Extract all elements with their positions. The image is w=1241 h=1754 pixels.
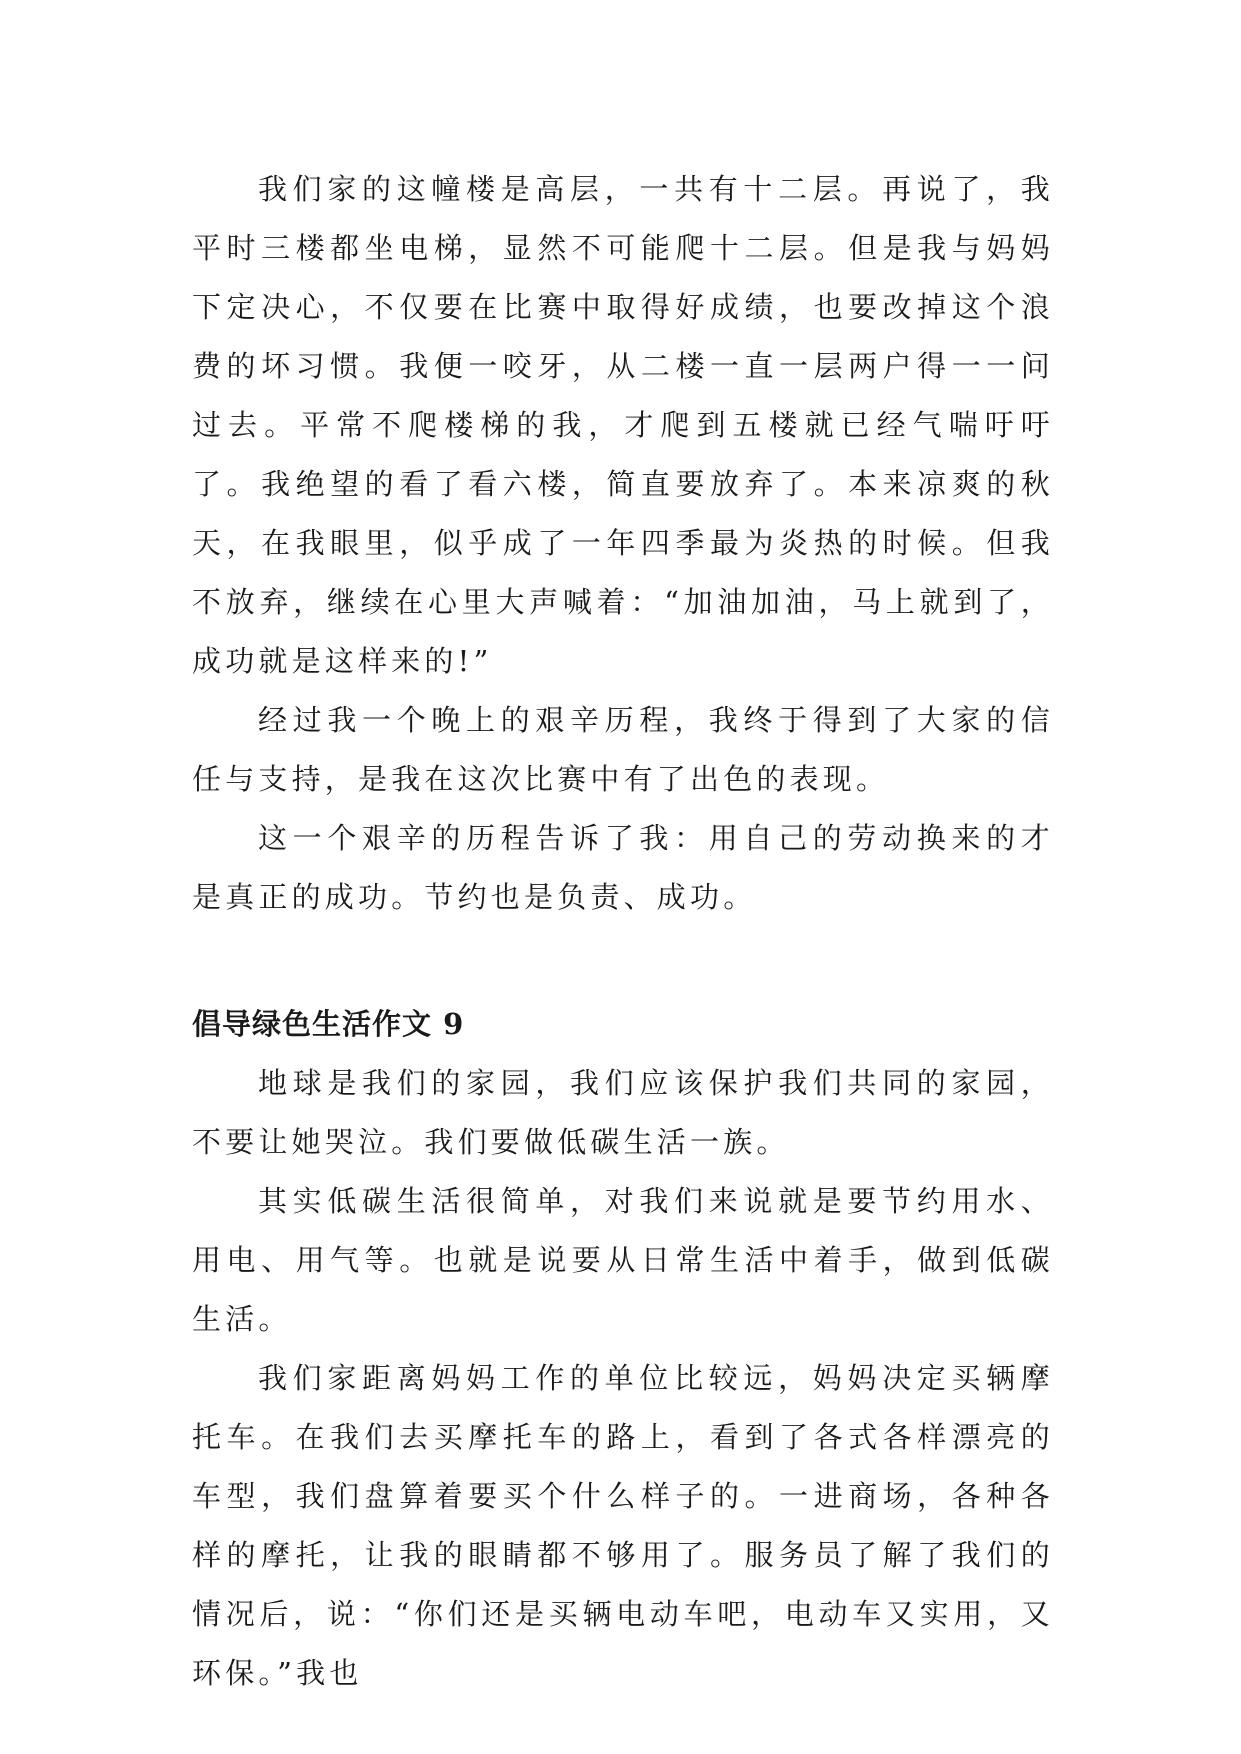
paragraph: 这一个艰辛的历程告诉了我：用自己的劳动换来的才是真正的成功。节约也是负责、成功。 — [192, 821, 1054, 914]
paragraph: 我们家距离妈妈工作的单位比较远，妈妈决定买辆摩托车。在我们去买摩托车的路上，看到了各式各样漂亮的车型，我们盘算着要买个什么样子的。一进商场，各种各样的摩托，让我的眼睛都不够用了。服务员了解了我们的情况后，说：“你们还是买辆电动车吧，电动车又实用，又环保。”我也 — [192, 1361, 1054, 1690]
paragraph: 经过我一个晚上的艰辛历程，我终于得到了大家的信任与支持，是我在这次比赛中有了出色的表现。 — [192, 703, 1054, 796]
paragraph: 我们家的这幢楼是高层，一共有十二层。再说了，我平时三楼都坐电梯，显然不可能爬十二层。但是我与妈妈下定决心，不仅要在比赛中取得好成绩，也要改掉这个浪费的坏习惯。我便一咬牙，从二楼一直一层两户得一一问过去。平常不爬楼梯的我，才爬到五楼就已经气喘吁吁了。我绝望的看了看六楼，简直要放弃了。本来凉爽的秋天，在我眼里，似乎成了一年四季最为炎热的时候。但我不放弃，继续在心里大声喊着：“加油加油，马上就到了，成功就是这样来的!” — [192, 172, 1054, 678]
paragraph: 地球是我们的家园，我们应该保护我们共同的家园，不要让她哭泣。我们要做低碳生活一族。 — [192, 1066, 1054, 1159]
paragraph: 其实低碳生活很简单，对我们来说就是要节约用水、用电、用气等。也就是说要从日常生活中着手，做到低碳生活。 — [192, 1184, 1054, 1336]
essay-heading: 倡导绿色生活作文 9 — [192, 1007, 465, 1041]
document-page — [192, 160, 1054, 1703]
